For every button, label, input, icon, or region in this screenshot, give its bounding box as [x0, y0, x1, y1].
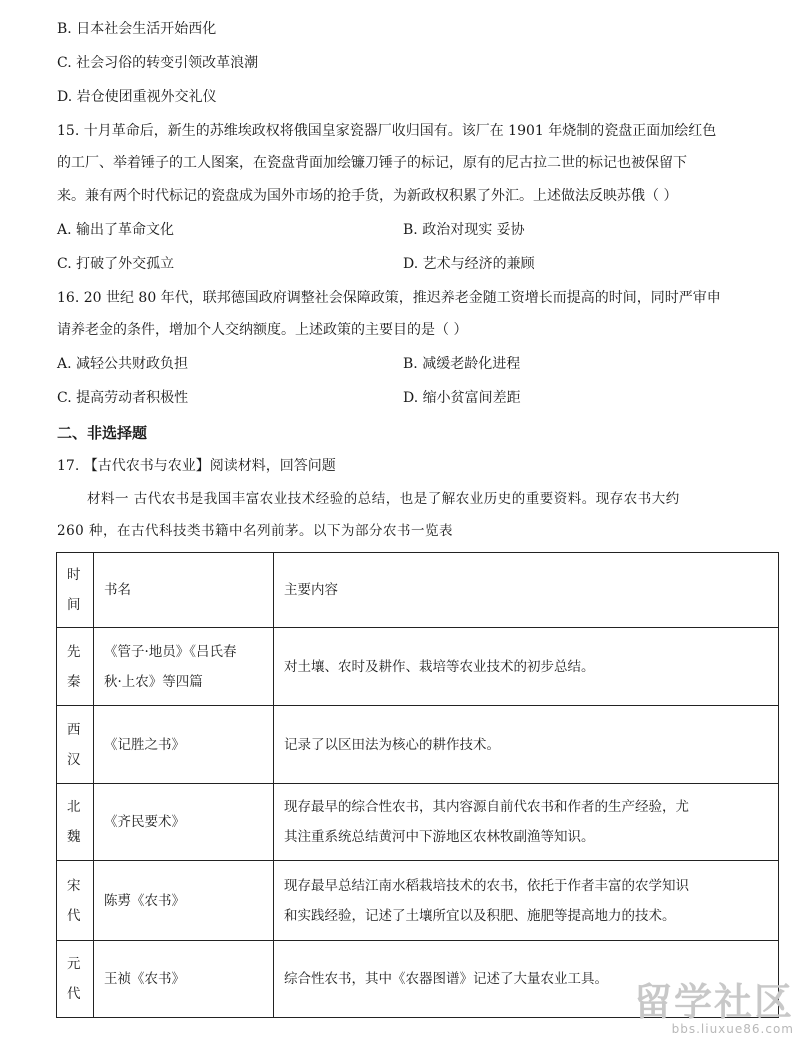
row-content-line1: 对土壤、农时及耕作、栽培等农业技术的初步总结。 [284, 658, 595, 675]
row-era-bottom: 代 [67, 986, 81, 1002]
q15-option-d: D. 艺术与经济的兼顾 [403, 256, 535, 272]
q16-stem-line2: 请养老金的条件，增加个人交纳额度。上述政策的主要目的是（ ） [57, 322, 468, 338]
q15-stem-line1: 15. 十月革命后，新生的苏维埃政权将俄国皇家瓷器厂收归国有。该厂在 1901 年烧制的瓷盘正面加绘红色 [57, 123, 717, 139]
row-book-line1: 《记胜之书》 [104, 736, 185, 753]
row-era-bottom: 秦 [67, 673, 81, 690]
row-content [274, 628, 779, 706]
table-row [57, 861, 779, 941]
row-era-bottom: 魏 [67, 829, 81, 845]
row-era-top: 西 [67, 721, 81, 738]
q15-stem-line2: 的工厂、举着锤子的工人图案，在瓷盘背面加绘镰刀锤子的标记，原有的尼古拉二世的标记也被保留下 [57, 155, 687, 171]
q17-title: 17. 【古代农书与农业】阅读材料，回答问题 [57, 458, 336, 474]
row-era [57, 861, 94, 941]
row-content-line2: 其注重系统总结黄河中下游地区农林牧副渔等知识。 [284, 829, 595, 845]
row-book-line2: 秋·上农》等四篇 [104, 673, 203, 690]
q17-material-line1: 材料一 古代农书是我国丰富农业技术经验的总结，也是了解农业历史的重要资料。现存农书大约 [87, 491, 680, 507]
row-book [94, 784, 274, 861]
header-book: 书名 [94, 553, 274, 628]
header-era-bottom: 间 [67, 597, 81, 613]
row-era-top: 北 [67, 799, 81, 815]
row-book [94, 706, 274, 784]
row-era-top: 宋 [67, 877, 81, 894]
row-book-line1: 陈旉《农书》 [104, 892, 185, 909]
row-book-line1: 王祯《农书》 [104, 971, 185, 987]
row-era-top: 元 [67, 956, 81, 972]
q15-option-a: A. 输出了革命文化 [57, 222, 175, 238]
prev-option-b: B. 日本社会生活开始西化 [57, 21, 217, 37]
row-content-line1: 综合性农书，其中《农器图谱》记述了大量农业工具。 [284, 971, 608, 987]
watermark-logo-text: 留学社区 [633, 980, 794, 1024]
row-era [57, 706, 94, 784]
q17-material-line2: 260 种，在古代科技类书籍中名列前茅。以下为部分农书一览表 [57, 523, 454, 539]
q16-stem-line1: 16. 20 世纪 80 年代，联邦德国政府调整社会保障政策，推迟养老金随工资增长而提高的时间，同时严审申 [57, 290, 721, 306]
row-era [57, 941, 94, 1018]
watermark [634, 982, 794, 1036]
q16-option-d: D. 缩小贫富间差距 [403, 390, 521, 406]
watermark-url: bbs.liuxue86.com [671, 1022, 794, 1036]
prev-option-c: C. 社会习俗的转变引领改革浪潮 [57, 55, 259, 71]
row-era-top: 先 [67, 643, 81, 660]
row-content [274, 706, 779, 784]
q16-option-b: B. 减缓老龄化进程 [403, 356, 521, 372]
table-row [57, 628, 779, 706]
q15-option-c: C. 打破了外交孤立 [57, 256, 175, 272]
row-era-bottom: 代 [67, 907, 81, 924]
row-content-line1: 现存最早总结江南水稻栽培技术的农书，依托于作者丰富的农学知识 [284, 877, 689, 894]
row-book-line1: 《管子·地员》《吕氏春 [104, 643, 237, 660]
row-book [94, 861, 274, 941]
row-era [57, 784, 94, 861]
table-row [57, 706, 779, 784]
q15-option-b: B. 政治对现实 妥协 [403, 222, 525, 238]
table-header-row [57, 553, 779, 628]
row-content [274, 784, 779, 861]
header-era [57, 553, 94, 628]
row-content-line1: 现存最早的综合性农书，其内容源自前代农书和作者的生产经验，尤 [284, 799, 689, 815]
header-content: 主要内容 [274, 553, 779, 628]
row-content-line2: 和实践经验，记述了土壤所宜以及积肥、施肥等提高地力的技术。 [284, 907, 676, 924]
row-content [274, 861, 779, 941]
q15-stem-line3: 来。兼有两个时代标记的瓷盘成为国外市场的抢手货，为新政权积累了外汇。上述做法反映苏俄（ ） [57, 188, 678, 204]
q16-option-a: A. 减轻公共财政负担 [57, 356, 189, 372]
prev-option-d: D. 岩仓使团重视外交礼仪 [57, 89, 217, 105]
row-content-line1: 记录了以区田法为核心的耕作技术。 [284, 736, 500, 753]
agri-books-table [56, 552, 779, 1018]
row-book-line1: 《齐民要术》 [104, 814, 185, 830]
row-book [94, 628, 274, 706]
header-era-top: 时 [67, 567, 81, 583]
row-era-bottom: 汉 [67, 751, 81, 768]
row-era [57, 628, 94, 706]
row-book [94, 941, 274, 1018]
section-title: 二、非选择题 [57, 424, 148, 442]
q16-option-c: C. 提高劳动者积极性 [57, 390, 189, 406]
table-row [57, 784, 779, 861]
